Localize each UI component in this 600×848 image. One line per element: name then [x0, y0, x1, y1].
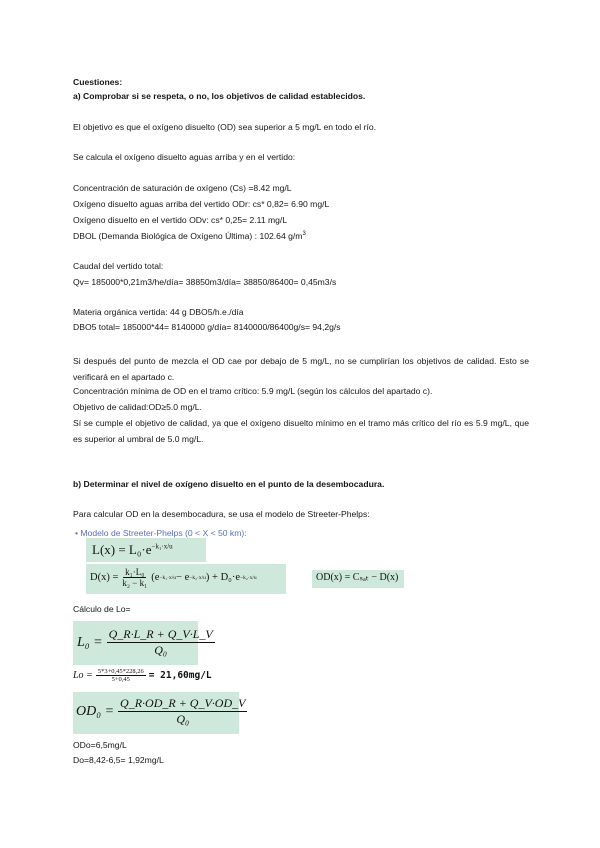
formula-dx-box: [86, 564, 286, 594]
do-line: Do=8,42-6,5= 1,92mg/L: [73, 755, 164, 765]
formula-od0-denominator: Q₀: [176, 712, 190, 726]
materia-line: Materia orgánica vertida: 44 g DBO5/h.e./día: [73, 307, 244, 317]
formula-dx-lhs: D(x) =: [90, 572, 119, 583]
formula-dx-exp2: −k₂·x/u: [189, 574, 206, 581]
paragraph-verification: Si después del punto de mezcla el OD cae por debajo de 5 mg/L, no se cumplirían los objetivos de calidad. Esto se verificará en el apartado c.: [73, 356, 529, 382]
calc-intro: Se calcula el oxígeno disuelto aguas arriba y en el vertido:: [73, 152, 296, 162]
formula-l0-lhs: L₀ =: [77, 634, 103, 650]
calc-lo-label: Cálculo de Lo=: [73, 604, 131, 614]
formula-dx-exp1: −k₁·x/u: [159, 574, 177, 581]
formula-od0-numerator: Q_R·OD_R + Q_V·OD_V: [120, 696, 246, 710]
dbol-line: [73, 231, 306, 242]
odr-line: Oxígeno disuelto aguas arriba del vertido ODr: cs* 0,82= 6.90 mg/L: [73, 199, 330, 209]
dbo5-line: DBO5 total= 185000*44= 8140000 g/día= 8140000/86400g/s= 94,2g/s: [73, 322, 341, 332]
formula-od0: [76, 696, 247, 727]
dbol-superscript: 3: [302, 231, 306, 238]
formula-lx-exponent: −k₁·x/u: [151, 542, 173, 551]
caudal-title: Caudal del vertido total:: [73, 261, 164, 271]
lo-fraction: [96, 668, 146, 683]
formula-dx-minus: − e: [176, 572, 190, 583]
formula-l0-numerator: Q_R·L_R + Q_V·L_V: [108, 627, 213, 641]
lo-numerator: 5*3+0,45*228,26: [97, 668, 144, 675]
formula-od0-fraction: [118, 696, 247, 727]
formula-dx-fraction: [120, 567, 149, 588]
section-a-title: a) Comprobar si se respeta, o no, los objetivos de calidad establecidos.: [73, 91, 366, 101]
qv-line: Qv= 185000*0,21m3/he/día= 38850m3/día= 38850/86400= 0,45m3/s: [73, 277, 337, 287]
formula-l0-denominator: Q₀: [154, 643, 168, 657]
formula-lx-box: [86, 538, 206, 562]
formula-dx-tail: ) + D₀·e: [205, 572, 240, 583]
formula-dx-denominator: k₂ − k₁: [122, 578, 148, 588]
odv-line: Oxígeno disuelto en el vertido ODv: cs* 0,25= 2.11 mg/L: [73, 215, 288, 225]
formula-lx: [92, 542, 173, 558]
lo-result: = 21,60mg/L: [148, 670, 212, 681]
quality-objective-line: Objetivo de calidad:OD≥5.0 mg/L.: [73, 402, 202, 412]
formula-dx: [90, 567, 257, 588]
objective-text: El objetivo es que el oxígeno disuelto (OD) sea superior a 5 mg/L en todo el río.: [73, 122, 377, 132]
formula-l0-box: [73, 621, 213, 665]
formula-dx-numerator: k₁·L₀: [125, 567, 145, 577]
formula-l0: [77, 627, 215, 658]
formula-od0-lhs: OD₀ =: [76, 703, 115, 719]
section-b-title: b) Determinar el nivel de oxígeno disuelto en el punto de la desembocadura.: [73, 479, 385, 489]
formula-lx-base: L(x) = L₀·e: [92, 542, 152, 557]
cs-line: Concentración de saturación de oxígeno (Cs) =8.42 mg/L: [73, 183, 292, 193]
formula-odx-box: [312, 570, 404, 588]
heading: Cuestiones:: [73, 77, 123, 87]
min-od-line: Concentración mínima de OD en el tramo crítico: 5.9 mg/L (según los cálculos del apartado c).: [73, 386, 433, 396]
formula-odx: OD(x) = Cₛₐₜ − D(x): [316, 572, 399, 583]
lo-lhs: Lo =: [73, 670, 93, 681]
lo-calculation: [73, 668, 212, 683]
formula-dx-exp3: −k₂·x/u: [239, 574, 257, 581]
formula-dx-open: (e: [151, 572, 160, 583]
model-bullet: • Modelo de Streeter-Phelps (0 < X < 50 km):: [75, 528, 247, 538]
odo-line: ODo=6,5mg/L: [73, 740, 127, 750]
dbol-text: DBOL (Demanda Biológica de Oxígeno Última) : 102.64 g/m: [73, 231, 303, 241]
formula-od0-box: [73, 692, 246, 734]
formula-l0-fraction: [107, 627, 215, 658]
lo-denominator: 5+0,45: [111, 676, 130, 683]
paragraph-conclusion: Sí se cumple el objetivo de calidad, ya que el oxígeno disuelto mínimo en el tramo más crítico del río es 5.9 mg/L, que es superior al umbral de 5.0 mg/L.: [73, 418, 529, 444]
paragraph-model-intro: Para calcular OD en la desembocadura, se usa el modelo de Streeter-Phelps:: [73, 509, 370, 519]
